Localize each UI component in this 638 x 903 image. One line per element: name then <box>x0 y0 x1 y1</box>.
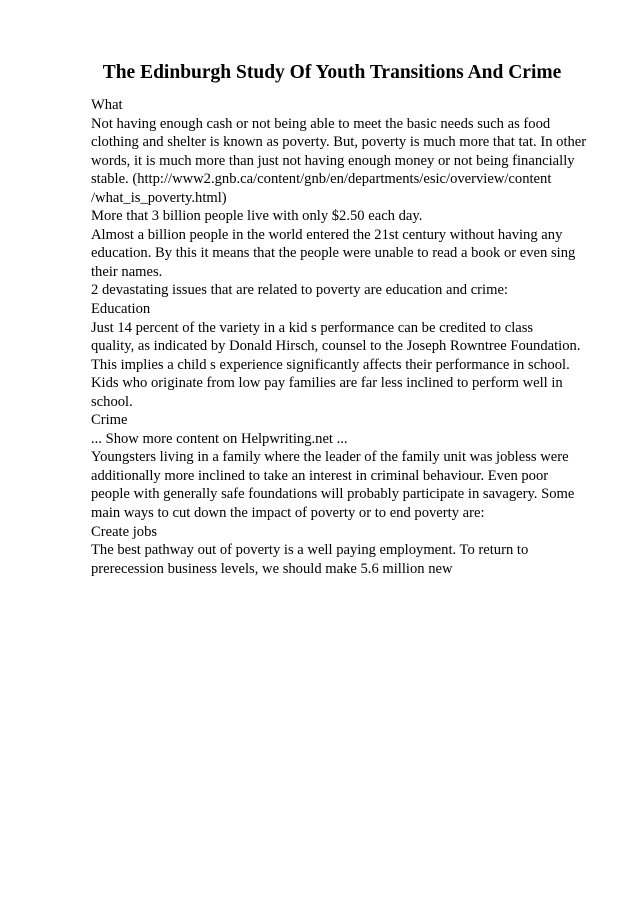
section-heading-education: Education <box>91 301 151 318</box>
text-line: main ways to cut down the impact of poverty or to end poverty are: <box>91 505 485 522</box>
text-line: words, it is much more than just not having enough money or not being financially <box>91 152 575 169</box>
document-title: The Edinburgh Study Of Youth Transitions And Crime <box>102 62 562 83</box>
text-line: prerecession business levels, we should make 5.6 million new <box>91 560 453 577</box>
text-line: education. By this it means that the people were unable to read a book or even sing <box>91 245 576 262</box>
show-more-text: ... Show more content on Helpwriting.net ... <box>91 430 348 447</box>
text-line: stable. (http://www2.gnb.ca/content/gnb/en/departments/esic/overview/content <box>91 171 552 188</box>
text-line: Kids who originate from low pay families are far less inclined to perform well in <box>91 375 563 392</box>
section-heading-create-jobs: Create jobs <box>91 523 158 540</box>
text-line: people with generally safe foundations will probably participate in savagery. Some <box>91 486 575 503</box>
text-line: This implies a child s experience significantly affects their performance in school. <box>91 356 570 373</box>
text-line: What <box>91 97 123 113</box>
text-line: /what_is_poverty.html) <box>91 189 227 206</box>
text-line: The best pathway out of poverty is a well paying employment. To return to <box>91 542 529 559</box>
text-line: school. <box>91 393 133 410</box>
section-heading-crime: Crime <box>91 412 128 429</box>
text-line: Just 14 percent of the variety in a kid s performance can be credited to class <box>91 319 534 336</box>
text-line: quality, as indicated by Donald Hirsch, counsel to the Joseph Rowntree Foundation. <box>91 338 581 355</box>
text-line: 2 devastating issues that are related to poverty are education and crime: <box>91 282 508 299</box>
text-line: their names. <box>91 263 163 280</box>
text-line: additionally more inclined to take an interest in criminal behaviour. Even poor <box>91 467 549 484</box>
document-body <box>91 96 601 578</box>
text-line: Almost a billion people in the world entered the 21st century without having any <box>91 226 563 243</box>
text-line: More that 3 billion people live with only $2.50 each day. <box>91 208 423 225</box>
text-line: Not having enough cash or not being able to meet the basic needs such as food <box>91 115 551 132</box>
text-line: clothing and shelter is known as poverty. But, poverty is much more that tat. In other <box>91 134 587 151</box>
text-line: Youngsters living in a family where the leader of the family unit was jobless were <box>91 449 569 466</box>
